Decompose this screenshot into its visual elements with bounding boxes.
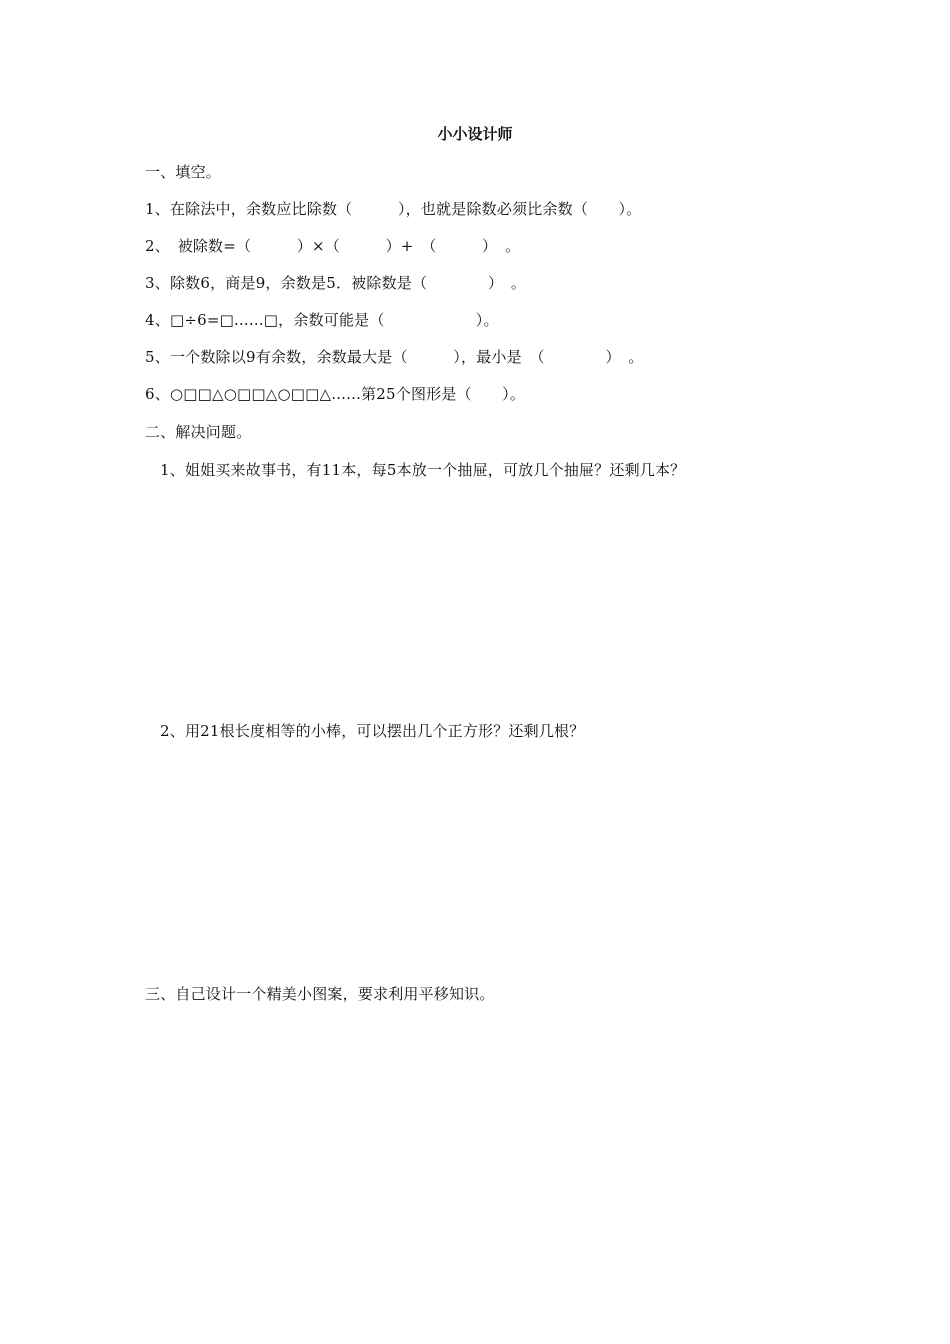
section-heading-design: 三、自己设计一个精美小图案，要求利用平移知识。 (145, 985, 495, 1003)
question-2: 2、 被除数=（ ）×（ ）+ （ ） 。 (145, 237, 521, 255)
question-1: 1、在除法中，余数应比除数（ ），也就是除数必须比余数（ ）。 (145, 200, 642, 218)
question-4: 4、□÷6=□......□，余数可能是（ ）。 (145, 311, 499, 329)
problem-2: 2、用21根长度相等的小棒，可以摆出几个正方形？还剩几根？ (160, 722, 585, 740)
problem-1: 1、姐姐买来故事书，有11本，每5本放一个抽屉，可放几个抽屉？还剩几本？ (160, 461, 686, 479)
section-heading-problems: 二、解决问题。 (145, 423, 252, 441)
question-6: 6、○□□△○□□△○□□△......第25个图形是（ ）。 (145, 385, 526, 403)
question-5: 5、一个数除以9有余数，余数最大是（ ），最小是 （ ） 。 (145, 348, 644, 366)
page-title: 小小设计师 (437, 125, 513, 143)
question-3: 3、除数6，商是9，余数是5．被除数是（ ） 。 (145, 274, 527, 292)
section-heading-fill-blank: 一、填空。 (145, 163, 222, 181)
